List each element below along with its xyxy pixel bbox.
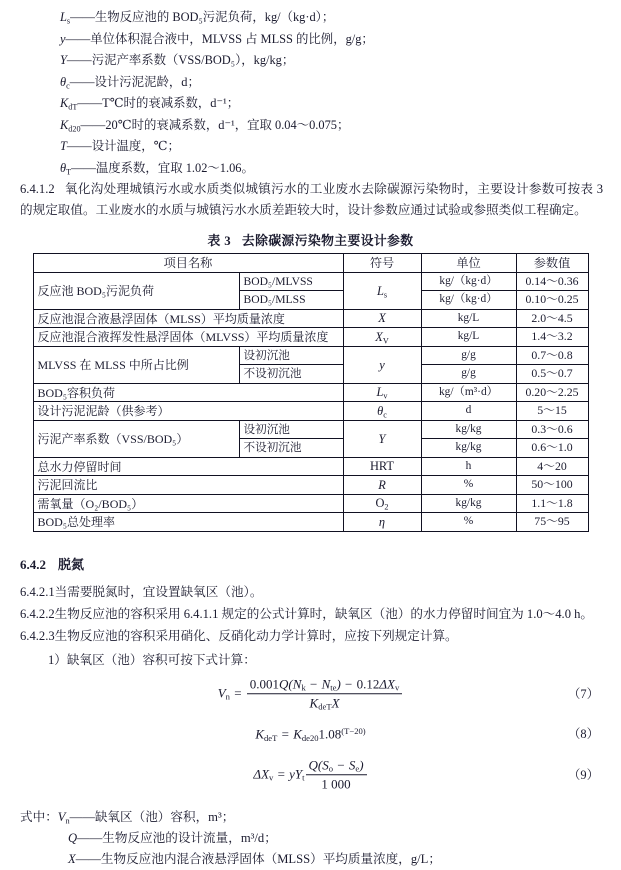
list-item-1: 1）缺氧区（池）容积可按下式计算：	[48, 652, 256, 667]
table-row	[33, 420, 588, 439]
definition-symbol: $K_{dT}$	[60, 96, 78, 112]
definition-line	[60, 115, 621, 137]
legend-symbol: $V_n$	[57, 809, 70, 826]
formula-9-denominator: 1 000	[321, 776, 351, 792]
table-cell-value: 0.3～0.6	[516, 420, 588, 439]
clause-number: 6.4.2.2	[20, 607, 55, 622]
clause-text: 氧化沟处理城镇污水或水质类似城镇污水的工业废水去除碳源污染物时，主要设计参数可按表 3 的规定取值。工业废水的水质与城镇污水水质差距较大时，设计参数应通过试验或参照类似工程确定。	[20, 182, 603, 218]
table-cell-subitem: BOD₅/MLVSS	[239, 272, 343, 291]
definition-symbol: $\theta_c$	[60, 74, 70, 90]
definition-text: ——20℃时的衰减系数，d⁻¹，宜取 0.04～0.075；	[80, 117, 350, 132]
table-cell-symbol: $O_2$	[343, 494, 421, 513]
table-row	[33, 383, 588, 402]
table-body	[33, 272, 588, 531]
table-header-row	[33, 254, 588, 273]
table-cell-value: 50～100	[516, 476, 588, 495]
definition-symbol: y	[60, 31, 66, 46]
section-number: 6.4.2	[20, 556, 46, 572]
table-cell-symbol: $L_v$	[343, 383, 421, 402]
table-cell-value: 1.1～1.8	[516, 494, 588, 513]
table-cell-unit: %	[421, 476, 516, 495]
table-cell-unit: g/g	[421, 365, 516, 384]
definition-line	[60, 29, 621, 51]
table-cell-item: BOD₅容积负荷	[33, 383, 343, 402]
definition-line	[60, 93, 621, 115]
column-header-unit: 单位	[421, 254, 516, 273]
table-caption-label: 表 3	[207, 233, 232, 248]
table-caption-title: 去除碳源污染物主要设计参数	[241, 233, 414, 248]
design-parameters-table	[33, 253, 589, 532]
formula-9: $\Delta X_v = yY_t$ $\frac{Q(S_o - S_e)}{1 000}$	[0, 757, 621, 793]
formula-7-lhs: $V_n$	[217, 684, 230, 702]
table-cell-unit: kg/kg	[421, 439, 516, 458]
table-cell-item: 设计污泥泥龄（供参考）	[33, 402, 343, 421]
formula-9-numerator: $Q(S_o - S_e)$	[306, 757, 367, 775]
clause-6-4-2-1	[20, 582, 603, 603]
table-cell-subitem: 不设初沉池	[239, 365, 343, 384]
table-cell-subitem: 设初沉池	[239, 420, 343, 439]
table-cell-subitem: 不设初沉池	[239, 439, 343, 458]
table-cell-symbol: HRT	[343, 457, 421, 476]
definition-text: ——设计污泥泥龄，d；	[69, 74, 200, 89]
definition-symbol: Y	[60, 53, 67, 67]
table-cell-item: MLVSS 在 MLSS 中所占比例	[33, 346, 239, 383]
definition-line	[60, 158, 621, 180]
equation-number-8: （8）	[568, 727, 599, 742]
formula-8-expression: $K_{deT} = K_{de20}1.08^{(T-20)}$	[255, 726, 366, 744]
definition-symbol: $K_{d20}$	[60, 117, 81, 133]
formula-7-fraction	[247, 676, 402, 712]
section-heading-6-4-2	[20, 558, 621, 571]
legend-symbol: Q	[68, 830, 78, 845]
table-cell-value: 1.4～3.2	[516, 328, 588, 347]
legend-text: ——缺氧区（池）容积，m³；	[69, 809, 235, 824]
table-cell-unit: kg/（kg·d）	[421, 272, 516, 291]
clause-number: 6.4.2.1	[20, 584, 55, 599]
table-cell-unit: kg/（kg·d）	[421, 291, 516, 310]
legend-text: ——生物反应池内混合液悬浮固体（MLSS）平均质量浓度，g/L；	[75, 851, 441, 866]
formula-9-lhs: $\Delta X_v$	[253, 765, 274, 783]
clause-number: 6.4.1.2	[20, 182, 55, 196]
formula-9-fraction	[306, 757, 367, 793]
definition-symbol: T	[60, 139, 67, 153]
table-cell-item: 污泥回流比	[33, 476, 343, 495]
definition-text: ——单位体积混合液中，MLVSS 占 MLSS 的比例，g/g；	[65, 31, 374, 46]
definition-symbol: $\theta_T$	[60, 160, 72, 176]
definition-line	[60, 72, 621, 94]
table-row	[33, 272, 588, 291]
definition-text: ——设计温度，℃；	[66, 139, 180, 153]
column-header-symbol: 符号	[343, 254, 421, 273]
definition-line	[60, 7, 621, 29]
table-cell-symbol: y	[343, 346, 421, 383]
legend-entry	[68, 828, 621, 849]
table-cell-item: BOD₅总处理率	[33, 513, 343, 532]
clause-6-4-2-2	[20, 604, 603, 625]
table-cell-subitem: 设初沉池	[239, 346, 343, 365]
table-cell-unit: kg/kg	[421, 494, 516, 513]
table-cell-item: 反应池 BOD₅污泥负荷	[33, 272, 239, 309]
table-cell-symbol: $\theta_c$	[343, 402, 421, 421]
formula-7-numerator: $0.001Q(N_k - N_{te}) - 0.12\Delta X_v$	[247, 676, 402, 694]
definition-text: ——温度系数，宜取 1.02～1.06。	[71, 160, 254, 175]
table-cell-value: 2.0～4.5	[516, 309, 588, 328]
clause-text: 生物反应池的容积采用 6.4.1.1 规定的公式计算时，缺氧区（池）的水力停留时间宜为 1.0～4.0 h。	[54, 607, 594, 622]
table-cell-symbol: $L_s$	[343, 272, 421, 309]
clause-text: 当需要脱氮时，宜设置缺氧区（池）。	[54, 584, 263, 599]
definition-text: ——生物反应池的 BOD₅污泥负荷，kg/（kg·d）；	[70, 10, 335, 24]
table-cell-value: 4～20	[516, 457, 588, 476]
formula-9-prefix: $yY_t$	[289, 765, 305, 783]
clause-number: 6.4.2.3	[20, 629, 55, 644]
formula-row-9	[0, 753, 621, 797]
table-cell-value: 0.14～0.36	[516, 272, 588, 291]
definition-text: ——污泥产率系数（VSS/BOD₅），kg/kg；	[66, 53, 295, 67]
table-cell-unit: kg/L	[421, 309, 516, 328]
definition-line	[60, 50, 621, 72]
column-header-value: 参数值	[516, 254, 588, 273]
clause-text: 生物反应池的容积采用硝化、反硝化动力学计算时，应按下列规定计算。	[54, 629, 458, 644]
table-cell-value: 0.5～0.7	[516, 365, 588, 384]
table-row	[33, 402, 588, 421]
legend-text: ——生物反应池的设计流量，m³/d；	[77, 830, 277, 845]
formula-row-8	[0, 718, 621, 751]
table-cell-unit: d	[421, 402, 516, 421]
formula-8	[0, 726, 621, 744]
table-cell-symbol: η	[343, 513, 421, 532]
table-row	[33, 476, 588, 495]
table-cell-unit: kg/（m³·d）	[421, 383, 516, 402]
table-cell-item: 总水力停留时间	[33, 457, 343, 476]
variable-definitions-block	[0, 0, 621, 179]
equation-number-9: （9）	[568, 767, 599, 782]
table-row	[33, 346, 588, 365]
table-caption	[0, 235, 621, 248]
table-cell-unit: g/g	[421, 346, 516, 365]
table-row	[33, 309, 588, 328]
table-cell-unit: kg/L	[421, 328, 516, 347]
definition-text: ——T℃时的衰减系数，d⁻¹；	[77, 96, 240, 110]
formula-7: $V_n$ = $\frac{0.001Q(N_k - N_{te}) - 0.12\Delta X_v}{K_{deT}X}$	[0, 676, 621, 712]
table-cell-item: 需氧量（O₂/BOD₅）	[33, 494, 343, 513]
table-cell-symbol: R	[343, 476, 421, 495]
clause-6-4-1-2	[20, 179, 603, 222]
legend-label: 式中：	[20, 809, 58, 824]
table-cell-item: 反应池混合液挥发性悬浮固体（MLVSS）平均质量浓度	[33, 328, 343, 347]
table-cell-value: 75～95	[516, 513, 588, 532]
legend-entry	[68, 849, 621, 870]
table-cell-symbol: Y	[343, 420, 421, 457]
definition-symbol: $L_s$	[60, 10, 71, 26]
table-row	[33, 494, 588, 513]
table-row	[33, 457, 588, 476]
table-cell-value: 0.10～0.25	[516, 291, 588, 310]
table-cell-unit: h	[421, 457, 516, 476]
equation-number-7: （7）	[568, 686, 599, 701]
table-cell-symbol: $X_V$	[343, 328, 421, 347]
formula-legend	[20, 807, 621, 870]
table-cell-symbol: X	[343, 309, 421, 328]
table-cell-value: 5～15	[516, 402, 588, 421]
table-cell-value: 0.6～1.0	[516, 439, 588, 458]
formula-7-denominator: $K_{deT}X$	[309, 695, 340, 712]
definition-line	[60, 136, 621, 158]
section-title: 脱氮	[58, 556, 85, 572]
table-cell-value: 0.20～2.25	[516, 383, 588, 402]
legend-symbol: X	[68, 851, 76, 866]
table-cell-unit: %	[421, 513, 516, 532]
formula-row-7	[0, 672, 621, 716]
column-header-item: 项目名称	[33, 254, 343, 273]
clause-6-4-2-3	[20, 626, 603, 647]
table-row	[33, 513, 588, 532]
table-cell-value: 0.7～0.8	[516, 346, 588, 365]
table-row	[33, 328, 588, 347]
table-cell-subitem: BOD₅/MLSS	[239, 291, 343, 310]
table-header	[33, 254, 588, 273]
table-cell-unit: kg/kg	[421, 420, 516, 439]
table-cell-item: 反应池混合液悬浮固体（MLSS）平均质量浓度	[33, 309, 343, 328]
table-cell-item: 污泥产率系数（VSS/BOD₅）	[33, 420, 239, 457]
